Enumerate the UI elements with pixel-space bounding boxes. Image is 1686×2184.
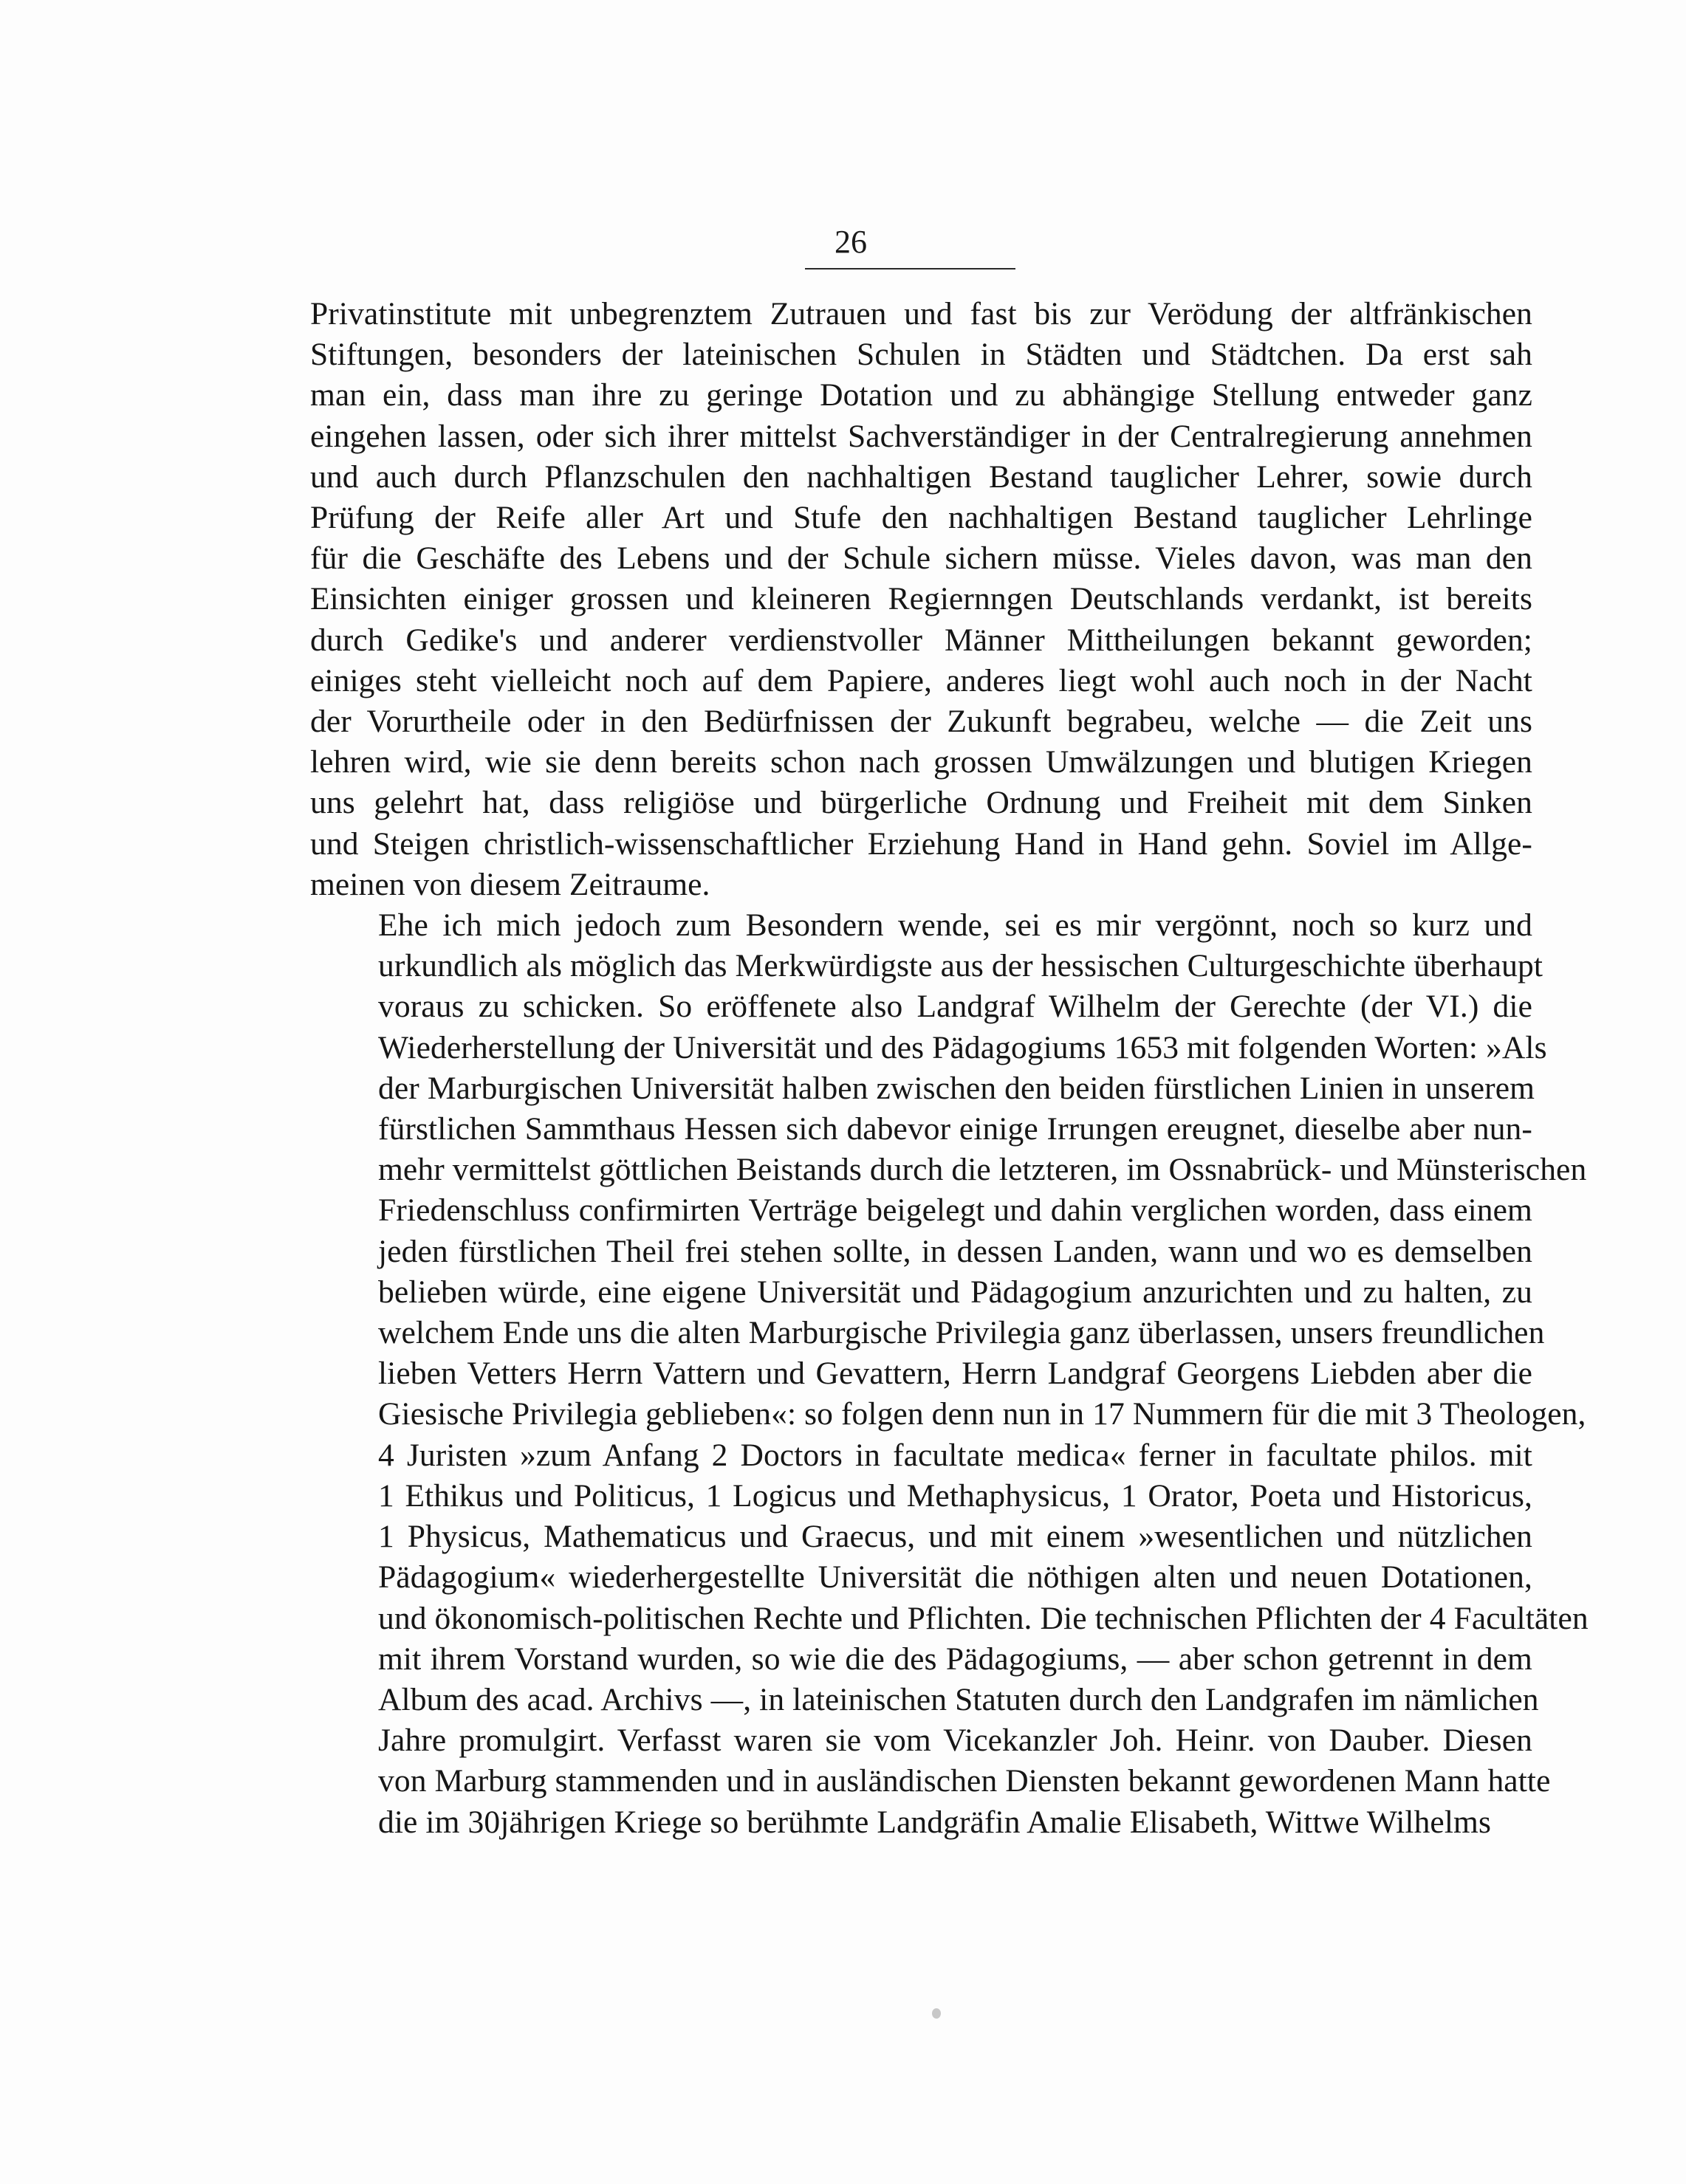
text-line: eingehen lassen, oder sich ihrer mittelst Sachverständiger in der Centralregierung annehmen [310,418,1532,454]
text-line: Wiederherstellung der Universität und des Pädagogiums 1653 mit folgenden Worten: »Als [378,1029,1547,1065]
header-rule [805,268,1015,269]
page-number: 26 [835,224,867,260]
text-line: urkundlich als möglich das Merkwürdigste aus der hessischen Culturgeschichte überhaupt [378,948,1543,984]
text-line: Friedenschluss confirmirten Verträge beigelegt und dahin verglichen worden, dass einem [378,1192,1532,1229]
text-line: und Steigen christlich-wissenschaftlicher Erziehung Hand in Hand gehn. Soviel im Allge- [310,825,1532,862]
paper-spot [932,2008,941,2019]
text-line: welchem Ende uns die alten Marburgische Privilegia ganz überlassen, unsers freundlichen [378,1315,1545,1351]
text-line: Jahre promulgirt. Verfasst waren sie vom Vicekanzler Joh. Heinr. von Dauber. Diesen [378,1723,1532,1759]
text-line: Stiftungen, besonders der lateinischen Schulen in Städten und Städtchen. Da erst sah [310,337,1532,373]
text-line: der Marburgischen Universität halben zwischen den beiden fürstlichen Linien in unserem [378,1070,1535,1106]
text-line: Giesische Privilegia geblieben«: so folgen denn nun in 17 Nummern für die mit 3 Theologen, [378,1396,1586,1432]
text-line: 1 Physicus, Mathematicus und Graecus, und mit einem »wesentlichen und nützlichen [378,1519,1532,1555]
text-line: lieben Vetters Herrn Vattern und Gevattern, Herrn Landgraf Georgens Liebden aber die [378,1356,1532,1392]
text-line: und ökonomisch-politischen Rechte und Pflichten. Die technischen Pflichten der 4 Facultäten [378,1600,1589,1636]
text-line: meinen von diesem Zeitraume. [310,866,710,902]
text-line: Pädagogium« wiederhergestellte Universität die nöthigen alten und neuen Dotationen, [378,1559,1532,1596]
text-line: die im 30jährigen Kriege so berühmte Landgräfin Amalie Elisabeth, Wittwe Wilhelms [378,1804,1491,1840]
text-line: Album des acad. Archivs —, in lateinischen Statuten durch den Landgrafen im nämlichen [378,1681,1539,1717]
text-line: mehr vermittelst göttlichen Beistands durch die letzteren, im Ossnabrück- und Münsterischen [378,1152,1587,1188]
text-line: von Marburg stammenden und in ausländischen Diensten bekannt gewordenen Mann hatte [378,1763,1551,1799]
text-line: mit ihrem Vorstand wurden, so wie die des Pädagogiums, — aber schon getrennt in dem [378,1641,1532,1677]
text-line: voraus zu schicken. So eröffenete also Landgraf Wilhelm der Gerechte (der VI.) die [378,989,1532,1025]
text-line: belieben würde, eine eigene Universität und Pädagogium anzurichten und zu halten, zu [378,1274,1532,1310]
paragraph-2 [310,905,1589,1843]
text-line: durch Gedike's und anderer verdienstvoller Männer Mittheilungen bekannt geworden; [310,622,1532,658]
text-line: einiges steht vielleicht noch auf dem Papiere, anderes liegt wohl auch noch in der Nacht [310,662,1532,698]
body-text [310,294,1589,1843]
paragraph-1 [310,294,1532,905]
text-line: Ehe ich mich jedoch zum Besondern wende, sei es mir vergönnt, noch so kurz und [378,907,1532,944]
text-line: Einsichten einiger grossen und kleineren Regiernngen Deutschlands verdankt, ist bereits [310,581,1532,617]
text-line: und auch durch Pflanzschulen den nachhaltigen Bestand tauglicher Lehrer, sowie durch [310,459,1532,495]
text-line: lehren wird, wie sie denn bereits schon nach grossen Umwälzungen und blutigen Kriegen [310,744,1532,780]
text-line: man ein, dass man ihre zu geringe Dotation und zu abhängige Stellung entweder ganz [310,377,1532,413]
text-line: uns gelehrt hat, dass religiöse und bürgerliche Ordnung und Freiheit mit dem Sinken [310,785,1532,821]
text-line: 1 Ethikus und Politicus, 1 Logicus und Methaphysicus, 1 Orator, Poeta und Historicus, [378,1477,1532,1514]
text-line: für die Geschäfte des Lebens und der Schule sichern müsse. Vieles davon, was man den [310,540,1532,577]
text-line: Privatinstitute mit unbegrenztem Zutrauen und fast bis zur Verödung der altfränkischen [310,296,1532,332]
text-line: fürstlichen Sammthaus Hessen sich dabevor einige Irrungen ereugnet, dieselbe aber nun- [378,1111,1532,1147]
text-line: 4 Juristen »zum Anfang 2 Doctors in facultate medica« ferner in facultate philos. mit [378,1437,1532,1473]
text-line: der Vorurtheile oder in den Bedürfnissen der Zukunft begrabeu, welche — die Zeit uns [310,704,1532,740]
text-line: jeden fürstlichen Theil frei stehen sollte, in dessen Landen, wann und wo es demselben [378,1233,1532,1269]
text-line: Prüfung der Reife aller Art und Stufe den nachhaltigen Bestand tauglicher Lehrlinge [310,500,1532,536]
